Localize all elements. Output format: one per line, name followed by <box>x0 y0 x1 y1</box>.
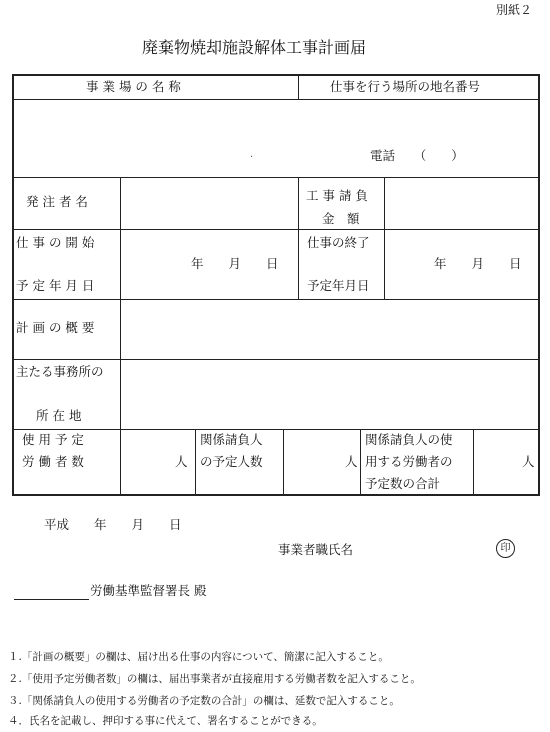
col-divider <box>298 74 299 99</box>
heisei-date[interactable]: 平成 年 月 日 <box>44 517 182 532</box>
row-divider <box>12 429 540 430</box>
note-item: １.「計画の概要」の欄は、届け出る仕事の内容について、簡潔に記入すること。 <box>8 651 389 663</box>
subw-count-field[interactable] <box>475 431 519 494</box>
subw-label-line2: 用する労働者の <box>365 454 453 469</box>
orderer-label: 発 注 者 名 <box>26 194 88 209</box>
header-workplace-name: 事 業 場 の 名 称 <box>86 79 181 94</box>
end-date-field[interactable]: 年 月 日 <box>434 256 522 271</box>
office-label-line2: 所 在 地 <box>36 408 82 423</box>
addressee-label: 労働基準監督署長 殿 <box>90 583 207 598</box>
seal-icon: 印 <box>496 539 515 558</box>
start-date-field[interactable]: 年 月 日 <box>191 256 279 271</box>
col-divider <box>360 429 361 496</box>
office-address-field[interactable] <box>122 361 538 428</box>
col-divider <box>298 177 299 299</box>
note-item: ３.「関係請負人の使用する労働者の予定数の合計」の欄は、延数で記入すること。 <box>8 695 400 707</box>
sub-label-line2: の予定人数 <box>200 454 263 469</box>
subw-label-line1: 関係請負人の使 <box>365 432 453 447</box>
plan-label: 計 画 の 概 要 <box>16 320 95 335</box>
contract-label-line2: 金 額 <box>322 211 360 226</box>
start-label-line2: 予 定 年 月 日 <box>16 278 95 293</box>
phone-label: 電話 （ ） <box>370 148 464 163</box>
col-divider <box>473 429 474 496</box>
subw-unit: 人 <box>522 454 535 469</box>
workers-label-line1: 使 用 予 定 <box>22 432 84 447</box>
row-divider <box>12 99 540 100</box>
contract-amount-field[interactable] <box>386 179 538 228</box>
contract-label-line1: 工 事 請 負 <box>306 188 368 203</box>
sub-count-field[interactable] <box>285 431 342 494</box>
plan-field[interactable] <box>122 301 538 358</box>
office-label-line1: 主たる事務所の <box>16 364 104 379</box>
dot-marks: · <box>250 152 254 163</box>
row-divider <box>12 229 540 230</box>
note-item: ４．氏名を記載し、押印する事に代えて、署名することができる。 <box>8 715 323 727</box>
subw-label-line3: 予定数の合計 <box>365 476 441 491</box>
col-divider <box>283 429 284 496</box>
row-divider <box>12 177 540 178</box>
col-divider <box>120 177 121 496</box>
workers-label-line2: 労 働 者 数 <box>22 454 84 469</box>
header-work-location: 仕事を行う場所の地名番号 <box>330 79 481 94</box>
row-divider <box>12 359 540 360</box>
bureau-name-line[interactable] <box>14 599 89 600</box>
row-divider <box>12 299 540 300</box>
col-divider <box>384 177 385 299</box>
sub-unit: 人 <box>345 454 358 469</box>
col-divider <box>195 429 196 496</box>
note-item: ２.「使用予定労働者数」の欄は、届出事業者が直接雇用する労働者数を記入すること。 <box>8 673 421 685</box>
orderer-field[interactable] <box>122 179 297 228</box>
workers-count-field[interactable] <box>122 431 172 494</box>
form-title: 廃棄物焼却施設解体工事計画届 <box>142 38 367 57</box>
start-label-line1: 仕 事 の 開 始 <box>16 235 95 250</box>
sub-label-line1: 関係請負人 <box>200 432 263 447</box>
workers-unit: 人 <box>175 454 188 469</box>
form-label: 別紙２ <box>496 3 533 17</box>
end-label-line1: 仕事の終了 <box>307 235 370 250</box>
employer-name-label: 事業者職氏名 <box>278 542 354 557</box>
end-label-line2: 予定年月日 <box>307 278 370 293</box>
